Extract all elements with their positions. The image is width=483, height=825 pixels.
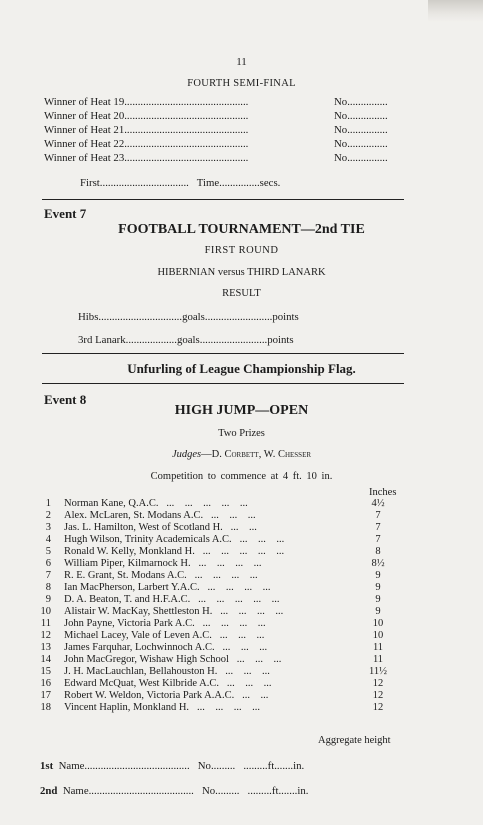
athlete-height: 10 — [372, 630, 384, 641]
leader-dots: ... ... ... ... — [196, 702, 260, 713]
athlete-row — [28, 702, 384, 714]
heat-label: Winner of Heat 21 — [44, 124, 125, 136]
heat-dots: .............................................. — [124, 138, 249, 150]
leader-dots: ... ... ... — [225, 666, 270, 677]
heat-no: No............... — [334, 96, 388, 108]
athlete-height: 11 — [372, 654, 384, 665]
place-entry: Name....................................... No......... .........ft.......in. — [58, 760, 305, 772]
competition-note: Competition to commence at 4 ft. 10 in. — [150, 471, 333, 482]
heat-row — [44, 96, 409, 109]
athlete-height: 9 — [375, 570, 381, 581]
athlete-name: James Farquhar, Lochwinnoch A.C. — [64, 642, 215, 653]
event7-match: HIBERNIAN versus THIRD LANARK — [157, 267, 326, 278]
heat-dots: .............................................. — [124, 124, 249, 136]
athlete-height: 7 — [375, 534, 381, 545]
athlete-row — [28, 498, 385, 510]
heat-label: Winner of Heat 20 — [44, 110, 125, 122]
athlete-height: 7 — [375, 522, 381, 533]
divider-rule — [42, 353, 404, 354]
leader-dots: ... ... ... ... — [220, 606, 284, 617]
heat-no: No............... — [334, 124, 388, 136]
heat-no: No............... — [334, 110, 388, 122]
athlete-number: 6 — [45, 558, 51, 569]
inches-header: Inches — [369, 487, 397, 498]
first-time-line: First................................. Time...............secs. — [80, 177, 281, 189]
athlete-height: 12 — [372, 690, 384, 701]
heat-row — [44, 124, 409, 137]
athlete-name: D. A. Beaton, T. and H.F.A.C. — [64, 594, 191, 605]
athlete-height: 12 — [372, 678, 384, 689]
heat-row — [44, 138, 409, 151]
athlete-name: William Piper, Kilmarnock H. — [64, 558, 191, 569]
athlete-height: 9 — [375, 582, 381, 593]
leader-dots: ... ... ... ... — [202, 618, 266, 629]
event8-label: Event 8 — [44, 392, 87, 407]
athlete-row — [28, 666, 387, 678]
divider-rule — [42, 383, 404, 384]
athlete-row — [28, 594, 381, 606]
leader-dots: ... ... ... ... ... — [198, 594, 280, 605]
athlete-row — [28, 534, 381, 546]
athlete-number: 9 — [45, 594, 51, 605]
judges-label: Judges — [171, 449, 202, 460]
athlete-row — [28, 522, 381, 534]
page-number: 11 — [236, 56, 247, 68]
first-place-line — [40, 760, 304, 772]
event7-title: FOOTBALL TOURNAMENT—2nd TIE — [118, 222, 365, 237]
athlete-name: Alex. McLaren, St. Modans A.C. — [64, 510, 204, 521]
athlete-height: 8½ — [371, 558, 385, 569]
athlete-number: 14 — [40, 654, 51, 665]
event7-result-heading: RESULT — [222, 288, 261, 299]
athlete-row — [28, 654, 384, 666]
heat-dots: .............................................. — [124, 152, 249, 164]
event7-round: FIRST ROUND — [204, 245, 279, 256]
athlete-height: 11 — [372, 642, 384, 653]
athlete-name: Robert W. Weldon, Victoria Park A.A.C. — [64, 690, 235, 701]
leader-dots: ... ... — [230, 522, 257, 533]
athlete-height: 12 — [372, 702, 384, 713]
heat-no: No............... — [334, 152, 388, 164]
athlete-number: 15 — [40, 666, 51, 677]
athlete-name: Vincent Haplin, Monkland H. — [64, 702, 190, 713]
lanark-score-line: 3rd Lanark...................goals.........................points — [78, 334, 294, 346]
athlete-number: 11 — [40, 618, 51, 629]
heat-dots: .............................................. — [124, 110, 249, 122]
leader-dots: ... ... ... — [219, 630, 265, 641]
aggregate-height-label: Aggregate height — [318, 735, 391, 746]
athlete-row — [28, 558, 385, 570]
heat-no: No............... — [334, 138, 388, 150]
divider-rule — [42, 199, 404, 200]
athlete-row — [28, 582, 381, 594]
athlete-number: 16 — [40, 678, 51, 689]
heat-dots: .............................................. — [124, 96, 249, 108]
leader-dots: ... ... ... — [236, 654, 282, 665]
athlete-height: 8 — [375, 546, 381, 557]
leader-dots: ... ... ... — [211, 510, 256, 521]
athlete-row — [28, 690, 384, 702]
leader-dots: ... ... ... — [239, 534, 285, 545]
athlete-row — [28, 642, 384, 654]
athlete-name: J. H. MacLauchlan, Bellahouston H. — [64, 666, 218, 677]
athlete-name: Alistair W. MacKay, Shettleston H. — [64, 606, 213, 617]
leader-dots: ... ... ... — [222, 642, 268, 653]
athlete-number: 2 — [45, 510, 51, 521]
athlete-row — [28, 510, 381, 522]
athlete-height: 9 — [375, 594, 381, 605]
heat-label: Winner of Heat 19 — [44, 96, 125, 108]
heat-row — [44, 110, 409, 123]
athlete-name: Hugh Wilson, Trinity Academicals A.C. — [64, 534, 232, 545]
leader-dots: ... ... ... — [226, 678, 272, 689]
athlete-name: Ian MacPherson, Larbert Y.A.C. — [64, 582, 200, 593]
athlete-row — [28, 678, 384, 690]
heat-label: Winner of Heat 23 — [44, 152, 125, 164]
place-label: 2nd — [40, 785, 58, 797]
athlete-name: John MacGregor, Wishaw High School — [64, 654, 229, 665]
athlete-row — [28, 546, 381, 558]
athlete-row — [28, 618, 384, 630]
page-fold-shadow — [428, 0, 483, 22]
athlete-name: Michael Lacey, Vale of Leven A.C. — [64, 630, 212, 641]
athlete-number: 8 — [45, 582, 51, 593]
judges-names: —D. Corbett, W. Chesser — [201, 449, 312, 460]
flag-unfurling-heading: Unfurling of League Championship Flag. — [127, 361, 356, 376]
place-entry: Name....................................... No......... .........ft.......in. — [62, 785, 309, 797]
heat-row — [44, 152, 409, 165]
athlete-name: Norman Kane, Q.A.C. — [64, 498, 159, 509]
athlete-name: R. E. Grant, St. Modans A.C. — [64, 570, 187, 581]
leader-dots: ... ... ... ... ... — [202, 546, 285, 557]
event8-title: HIGH JUMP—OPEN — [174, 403, 309, 418]
semi-final-title: FOURTH SEMI-FINAL — [187, 78, 296, 89]
athlete-name: Ronald W. Kelly, Monkland H. — [64, 546, 195, 557]
athlete-number: 4 — [45, 534, 51, 545]
leader-dots: ... ... ... ... — [194, 570, 258, 581]
athlete-number: 7 — [45, 570, 51, 581]
leader-dots: ... ... ... ... — [198, 558, 262, 569]
leader-dots: ... ... — [242, 690, 269, 701]
athlete-number: 1 — [45, 498, 51, 509]
athlete-height: 11½ — [369, 666, 387, 677]
second-place-line — [40, 785, 308, 797]
athlete-row — [28, 630, 384, 642]
athlete-height: 7 — [375, 510, 381, 521]
athlete-name: John Payne, Victoria Park A.C. — [64, 618, 195, 629]
athlete-row — [28, 570, 381, 582]
athlete-height: 4½ — [371, 498, 385, 509]
athlete-number: 13 — [40, 642, 51, 653]
place-label: 1st — [40, 760, 54, 772]
athlete-height: 10 — [372, 618, 384, 629]
event8-prizes: Two Prizes — [218, 428, 265, 439]
athlete-number: 17 — [40, 690, 51, 701]
event7-label: Event 7 — [44, 206, 87, 221]
leader-dots: ... ... ... ... — [207, 582, 271, 593]
athlete-row — [28, 606, 381, 618]
athlete-number: 5 — [45, 546, 51, 557]
athlete-number: 18 — [40, 702, 51, 713]
leader-dots: ... ... ... ... ... — [166, 498, 248, 509]
athlete-height: 9 — [375, 606, 381, 617]
hibs-score-line: Hibs...............................goals.........................points — [78, 311, 299, 323]
heat-label: Winner of Heat 22 — [44, 138, 125, 150]
athlete-name: Edward McQuat, West Kilbride A.C. — [64, 678, 219, 689]
athlete-name: Jas. L. Hamilton, West of Scotland H. — [64, 522, 223, 533]
athlete-number: 3 — [45, 522, 51, 533]
event8-judges — [0, 449, 483, 460]
athlete-number: 10 — [40, 606, 51, 617]
athlete-number: 12 — [40, 630, 51, 641]
